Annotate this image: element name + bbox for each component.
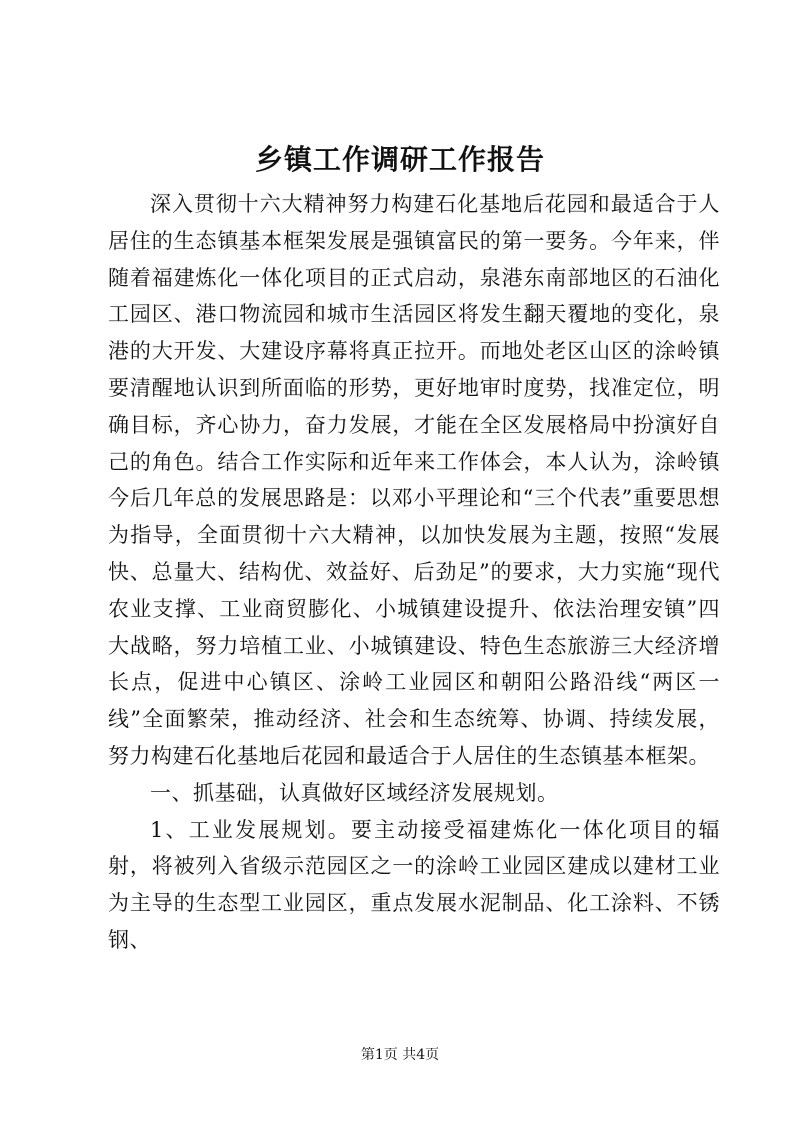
paragraph: 深入贯彻十六大精神努力构建石化基地后花园和最适合于人居住的生态镇基本框架发展是强镇富民的第一要务。今年来，伴随着福建炼化一体化项目的正式启动，泉港东南部地区的石油化工园区、港口物流园和城市生活园区将发生翻天覆地的变化，泉港的大开发、大建设序幕将真正拉开。而地处老区山区的涂岭镇要清醒地认识到所面临的形势，更好地审时度势，找准定位，明确目标，齐心协力，奋力发展，才能在全区发展格局中扮演好自己的角色。结合工作实际和近年来工作体会，本人认为，涂岭镇今后几年总的发展思路是：以邓小平理论和“三个代表”重要思想为指导，全面贯彻十六大精神，以加快发展为主题，按照“发展快、总量大、结构优、效益好、后劲足”的要求，大力实施“现代农业支撑、工业商贸膨化、小城镇建设提升、依法治理安镇”四大战略，努力培植工业、小城镇建设、特色生态旅游三大经济增长点，促进中心镇区、涂岭工业园区和朝阳公路沿线“两区一线”全面繁荣，推动经济、社会和生态统筹、协调、持续发展，努力构建石化基地后花园和最适合于人居住的生态镇基本框架。 xyxy=(108,192,720,768)
paragraph: 1、工业发展规划。要主动接受福建炼化一体化项目的辐射，将被列入省级示范园区之一的涂岭工业园区建成以建材工业为主导的生态型工业园区，重点发展水泥制品、化工涂料、不锈钢、 xyxy=(108,817,720,952)
section-heading: 一、抓基础，认真做好区域经济发展规划。 xyxy=(150,780,559,805)
document-title: 乡镇工作调研工作报告 xyxy=(254,143,545,176)
page-footer: 第1页 共4页 xyxy=(360,1047,440,1063)
document-body xyxy=(108,186,720,959)
